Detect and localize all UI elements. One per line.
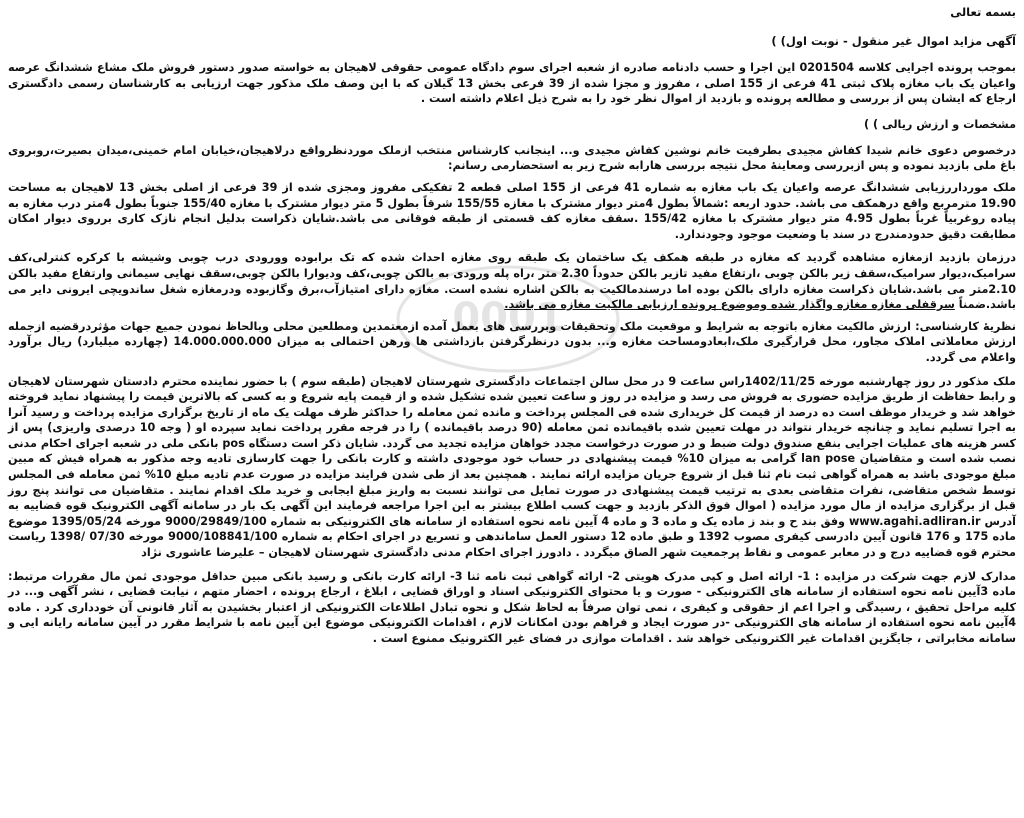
invocation-heading: بسمه تعالی bbox=[950, 5, 1016, 19]
auction-terms-paragraph: ملک مذکور در روز چهارشنبه مورخه 1402/11/25راس ساعت 9 در محل سالن اجتماعات دادگستری شهرستان لاهیجان (طبقه سوم ) با حضور نماینده محترم دادستان شهرستان لاهیجان و رابط حفاظت از طریق مزایده حضوری به فروش می رسد و مزایده در روز و ساعت تعیین شده تشکیل شده و از قیمت پایه شروع و به کسی که بالاترین قیمت را پیشنهاد نماید فروخته خواهد شد و خریدار موظف است ده درصد از قیمت کل خریداری شده فی المجلس پرداخت و مانده ثمن معامله را حداکثر ظرف مهلت یک ماه از تاریخ برگزاری مزایده پرداخت و رسید آنرا به اجرا تسلیم نماید و چنانچه خریدار نتواند در مهلت تعیین شده باقیمانده ثمن معامله (90 درصد باقیمانده ) را در فرجه مقرر پرداخت نماید سپرده او ( وجه 10 درصدی واریزی) پس از کسر هزینه های عملیات اجرایی بنفع صندوق دولت ضبط و در صورت درخواست مجدد خواهان مزایده تجدید می گردد. شایان ذکر است دستگاه pos بانکی ملی در شعبه اجرای احکام مدنی نصب شده است و متقاضیان lan pose گرامی به میزان 10% قیمت پیشنهادی در حساب خود موجودی داشته و کارت بانکی را جهت کارسازی تادیه وجه مذکور به همراه فیش که مبین مبلغ موجودی باشد به همراه گواهی ثبت نام ثنا قبل از شروع جریان مزایده ارائه نمایند . همچنین بعد از طی شدن فرایند مزایده در صورت عدم تادیه مبلغ 10% ثمن معامله فی المجلس توسط شخص متقاضی، نفرات متقاضی بعدی به ترتیب قیمت پیشنهادی در صورت تمایل می توانند نسبت به واریز مبلغ ایجابی و خرید ملک اقدام نمایند . متقاضیان می توانند پنج روز قبل از برگزاری مزایده از مال مورد مزایده ( اموال فوق الذکر بازدید و جهت کسب اطلاع بیشتر به این اجرا مراجعه فرمایند این آگهی یک بار در سامانه آگهی الکترونیک قوه قضاییه به آدرس www.agahi.adliran.ir وفق بند ح و بند ز ماده یک و ماده 3 و ماده 4 آیین نامه نحوه استفاده از سامانه های الکترونیکی به شماره 9000/29849/100 مورخه 1395/05/24 موضوع ماده 175 و 176 قانون آیین دادرسی کیفری مصوب 1392 و طبق ماده 12 دستور العمل ساماندهی و تسریع در اجرای احکام به شماره 9000/108841/100 مورخه 07/30 /1398 ریاست محترم قوه قضاییه درج و در معابر عمومی و نقاط پرجمعیت شهر الصاق میگردد . دادورز اجرای احکام مدنی دادگستری شهرستان لاهیجان – علیرضا عاشوری نژاد bbox=[8, 374, 1017, 560]
visit-description-text: درزمان بازدید ازمغازه مشاهده گردید که مغازه در طبقه همکف یک ساختمان یک طبقه روی مغازه احداث شده که تک برابوده وورودی درب چوبی وشیشه با کرکره کنترلی،کف سرامیک،دیوار سرامیک،سقف زیر بالکن چوبی ،ارتفاع مفید تازیر بالکن حدوداً 2.30 متر ،راه پله ورودی به بالکن چوبی،کف ودیوارا بالکن چوبی،سقف نهایی سیمانی وارتفاع مفید بالکن 2.10متر می باشد.شایان ذکراست مغازه دارای بالکن بوده اما درسندمالکیت به بالکن اشاره نشده است. مغازه دارای امتیازآب،برق وگازبوده ودرمغازه شغل ساندویچی ایرونی دایر می باشد.ضمناً bbox=[8, 251, 1017, 312]
watermark-number: 0001 bbox=[452, 295, 564, 341]
document-page bbox=[8, 4, 1016, 810]
intro-paragraph: بموجب پرونده اجرایی کلاسه 0201504 این اجرا و حسب دادنامه صادره از شعبه اجرای سوم دادگاه عمومی حقوقی لاهیجان به خواسته صدور دستور فروش ملک مشاع ششدانگ عرصه واعیان یک باب مغازه پلاک ثبتی 41 فرعی از 155 اصلی ، مفروز و مجزا شده از 39 فرعی بخش 13 گیلان که با این وصف ملک مذکور جهت ارزیابی به کارشناسان رسمی دادگستری ارجاع که ایشان پس از بررسی و مطالعه پرونده و بازدید از اموال نظر خود را به شرح ذیل اعلام داشته است . bbox=[8, 61, 1017, 106]
expert-intro-paragraph: درخصوص دعوی خانم شیدا کفاش مجیدی بطرفیت خانم نوشین کفاش مجیدی و... اینجانب کارشناس منتخب ازملک موردنظرواقع درلاهیجان،خیابان امام خمینی،میدان بصیرت،روبروی باغ ملی بازدید نموده و پس ازبررسی ومعاینهٔ محل نتیجه بررسی هارابه شرح زیر به استحضارمی رسانم: bbox=[8, 143, 1016, 173]
page-title: آگهی مزاید اموال غیر منقول - نوبت اول) ) bbox=[771, 34, 1016, 48]
expert-opinion-paragraph: نظریهٔ کارشناسی: ارزش مالکیت مغازه باتوجه به شرایط و موقعیت ملک وتحقیقات وبررسی های بعمل آمده ازمعتمدین ومطلعین محلی وبالحاظ نمودن جمیع جهات مؤثردرقضیه ازجمله ارزش معاملاتی املاک مجاور، محل قرارگیری ملک،ابعادومساحت مغازه و... بدون درنظرگرفتن بازداشتی ها ورهن احتمالی به میزان 14.000.000.000 (چهارده میلیارد) ریال برآورد واعلام می گردد. bbox=[8, 319, 1016, 364]
visit-description-paragraph bbox=[8, 250, 1016, 312]
property-description-paragraph: ملک مورداررزیابی ششدانگ عرصه واعیان یک باب مغازه به شماره 41 فرعی از 155 اصلی قطعه 2 تفکیکی مفروز ومجزی شده از 39 فرعی از اصلی بخش 13 لاهیجان به مساحت 19.90 مترمربع واقع درهمکف می باشد. حدود اربعه :شمالاً بطول 4متر دیوار مشترک با مغازه 155/55 شرقاً بطول 5 متر دیوار مشترک با مغازه 155/40 جنوباً بطول 4متر درب مغازه به پیاده روغربیاً غرباً بطول 4.95 متر دیوار مشترک با مغازه 155/42 .سقف مغازه کف قسمتی از طبقه فوقانی می باشد.شایان ذکراست بدلیل انجام نازک کاری برروی دیوار امکان مطابقت دقیق حدودمندرج در سند با وضعیت موجود وجودندارد. bbox=[8, 180, 1017, 241]
specs-heading: مشخصات و ارزش ریالی ) ) bbox=[863, 117, 1016, 131]
required-documents-paragraph: مدارک لازم جهت شرکت در مزایده : 1- ارائه اصل و کپی مدرک هویتی 2- ارائه گواهی ثبت نامه ثنا 3- ارائه کارت بانکی و رسید بانکی مبین حداقل موجودی ثمن مال مقررات مرتبط: ماده 3آیین نامه نحوه استفاده از سامانه های الکترونیکی - صورت و یا محتوای الکترونیکی اسناد و اوراق قضایی ، ابلاغ ، ارجاع پرونده ، احضار متهم ، نیابت قضایی ، نشر آگهی و... در کلیه مراحل تحقیق ، رسیدگی و اجرا اعم از حقوقی و کیفری ، نمی توان صرفاً به لحاظ شکل و نحوه تبادل اطلاعات الکترونیکی از اعتبار بخشیدن به آثار قانونی آن خودداری کرد . ماده 4آیین نامه نحوه استفاده از سامانه های الکترونیکی -در صورت ایجاد و فراهم بودن امکانات لازم ، اقدامات الکترونیکی موضوع این آیین نامه با شرایط مقرر در آیین سامانه رایانه ایی و سامانه مخابراتی ، جایگزین اقدامات غیر الکترونیکی خواهد شد . اقدامات موازی در فضای غیر الکترونیک ممنوع است . bbox=[8, 569, 1016, 645]
goodwill-note: سرقفلی مغازه مغازه واگذار شده وموضوع پرونده ارزیابی مالکیت مغازه می باشد. bbox=[504, 298, 955, 312]
